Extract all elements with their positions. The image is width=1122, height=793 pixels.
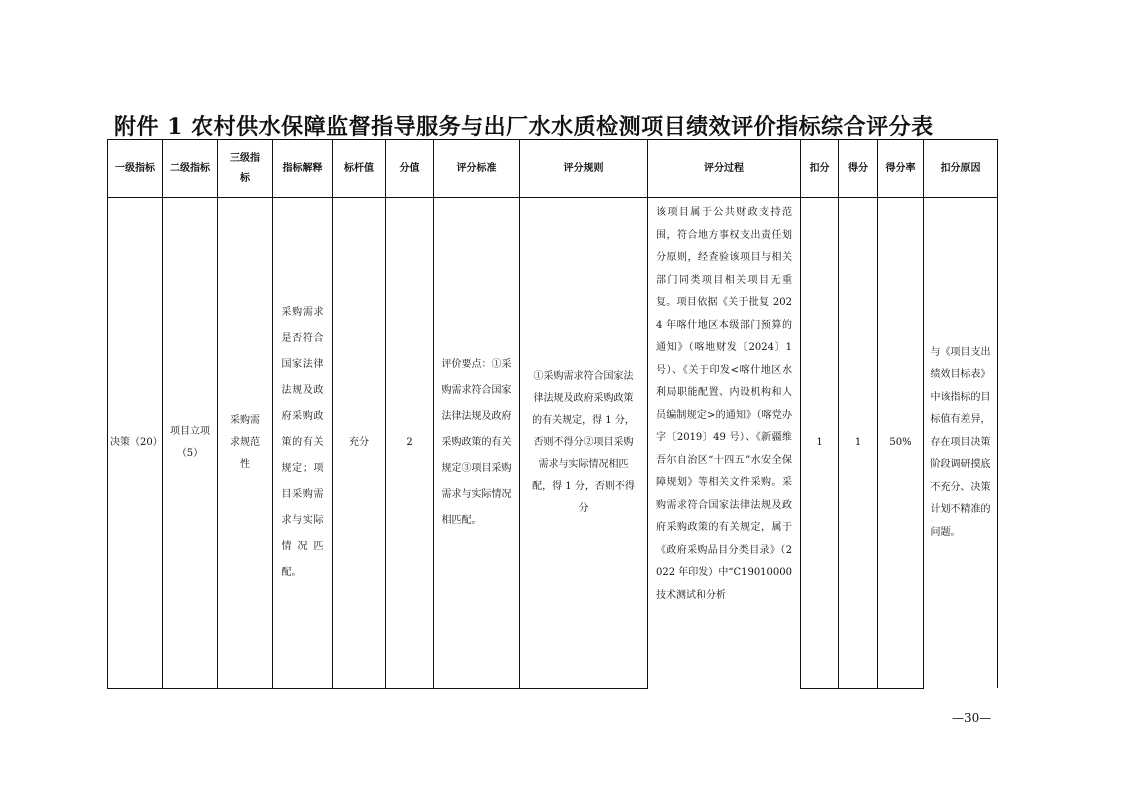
page-number: —30— [952, 711, 992, 725]
header-score: 分值 [386, 140, 434, 198]
cell-rate: 50% [878, 198, 924, 689]
cell-explanation: 采购需求是否符合国家法律法规及政府采购政策的有关规定；项目采购需求与实际情况匹配。 [281, 306, 324, 578]
table-row [108, 198, 998, 689]
cell-level2-wrap [163, 198, 218, 689]
header-criteria: 评分标准 [434, 140, 520, 198]
header-level2: 二级指标 [163, 140, 218, 198]
header-process: 评分过程 [648, 140, 801, 198]
header-level3 [218, 140, 273, 198]
cell-criteria: 评价要点：①采购需求符合国家法律法规及政府采购政策的有关规定③项目采购需求与实际情况相匹配。 [441, 358, 512, 526]
cell-reason-wrap [924, 198, 998, 689]
cell-process-wrap [648, 198, 801, 689]
cell-explanation-wrap [273, 198, 333, 689]
header-rules: 评分规则 [520, 140, 648, 198]
header-reason: 扣分原因 [924, 140, 998, 198]
cell-benchmark: 充分 [333, 198, 386, 689]
cell-level1: 决策（20） [108, 198, 163, 689]
cell-rules-wrap [520, 198, 648, 689]
header-benchmark: 标杆值 [333, 140, 386, 198]
cell-criteria-wrap [434, 198, 520, 689]
header-rate: 得分率 [878, 140, 924, 198]
header-obtained: 得分 [839, 140, 878, 198]
header-deduction: 扣分 [801, 140, 839, 198]
cell-score: 2 [386, 198, 434, 689]
cell-level2: 项目立项（5） [170, 425, 210, 459]
cell-process: 该项目属于公共财政支持范围，符合地方事权支出责任划分原则，经查验该项目与相关部门同类项目相关项目无重复。项目依据《关于批复 2024 年喀什地区本级部门预算的通知》（喀地财发〔2024〕1 号）、《关于印发<喀什地区水利局职能配置、内设机构和人员编制规定>的通知》（喀党办字〔2019〕49 号）、《新疆维吾尔自治区“十四五”水安全保障规划》等相关文件采购。采购需求符合国家法律法规及政府采购政策的有关规定，属于《政府采购品目分类目录》（2022 年印发）中“C19010000 技术测试和分析 [656, 207, 792, 601]
cell-rules: ①采购需求符合国家法律法规及政府采购政策的有关规定，得 1 分，否则不得分②项目采购需求与实际情况相匹配，得 1 分，否则不得分 [532, 370, 635, 514]
cell-reason: 与《项目支出绩效目标表》中该指标的目标值有差异，存在项目决策阶段调研摸底不充分、决策计划不精准的问题。 [930, 346, 991, 538]
score-table [107, 139, 998, 689]
header-level1: 一级指标 [108, 140, 163, 198]
cell-obtained: 1 [839, 198, 878, 689]
cell-deduction: 1 [801, 198, 839, 689]
cell-level3: 采购需求规范性 [230, 414, 260, 470]
header-level3-label: 三级指标 [230, 152, 260, 184]
cell-level3-wrap [218, 198, 273, 689]
table-header-row [108, 140, 998, 198]
page-title: 附件 1 农村供水保障监督指导服务与出厂水水质检测项目绩效评价指标综合评分表 [114, 114, 934, 140]
header-explanation: 指标解释 [273, 140, 333, 198]
